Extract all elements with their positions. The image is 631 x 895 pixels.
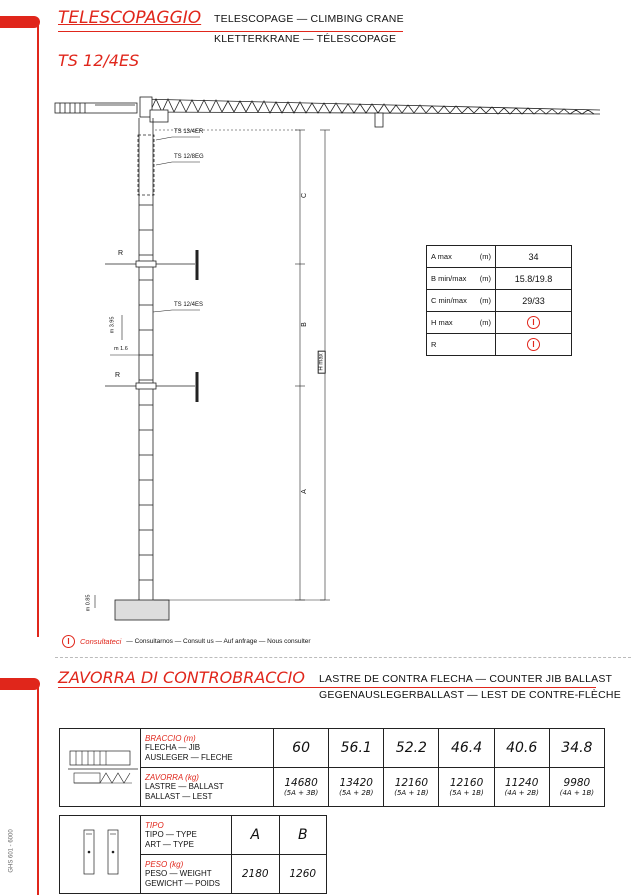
consult-translations: — Consultarnos — Consult us — Auf anfrage — Nous consulter — [126, 638, 311, 645]
tie-collars — [105, 250, 197, 402]
dimension-lines — [95, 130, 330, 608]
label-r-upper: R — [118, 250, 124, 257]
header-tab-marker — [0, 16, 40, 28]
dim-label-a: A — [300, 489, 308, 494]
document-code: GHS 601 - 6000 — [8, 829, 15, 873]
page-subtitle-line2: KLETTERKRANE — TÉLESCOPAGE — [214, 33, 397, 45]
weight-label-cell: PESO (kg) PESO — WEIGHT GEWICHT — POIDS — [141, 855, 232, 894]
spec-row — [427, 246, 572, 268]
tower-mast — [138, 118, 154, 600]
ballast-title: ZAVORRA DI CONTROBRACCIO — [58, 668, 305, 687]
ballast-cell: 9980 (4A + 1B) — [549, 768, 604, 807]
jib-ballast-table — [59, 728, 605, 807]
spec-row — [427, 268, 572, 290]
consult-icon: I — [527, 338, 540, 351]
spec-row — [427, 334, 572, 356]
ballast-cell: 13420 (5A + 2B) — [329, 768, 384, 807]
jib-length: 60 — [274, 729, 329, 768]
dim-label-c: C — [301, 192, 309, 199]
ballast-cell: 12160 (5A + 1B) — [384, 768, 439, 807]
jib-truss — [140, 99, 600, 114]
dim-16: m 1.6 — [114, 346, 128, 352]
consult-icon: I — [527, 316, 540, 329]
dim-label-hmax: H max — [318, 350, 326, 373]
ballast-block-drawing — [60, 816, 140, 888]
ballast-underline — [58, 687, 596, 688]
spec-label: B min/max (m) — [427, 268, 496, 290]
ballast-weight: 1260 — [279, 855, 327, 894]
ballast-cell: 11240 (4A + 2B) — [494, 768, 549, 807]
ballast-tab-marker — [0, 678, 40, 690]
left-red-rule-lower — [37, 684, 39, 895]
consult-it: Consultateci — [80, 637, 122, 646]
spec-label: R — [427, 334, 496, 356]
leader-lines — [153, 137, 200, 312]
ballast-cell: 14680 (5A + 3B) — [274, 768, 329, 807]
spec-value — [496, 334, 572, 356]
ballast-type-table — [59, 815, 327, 894]
section-divider — [55, 657, 631, 658]
dim-085: m 0.85 — [85, 594, 92, 612]
ballast-weight: 2180 — [232, 855, 280, 894]
jib-length: 52.2 — [384, 729, 439, 768]
counter-jib — [55, 103, 137, 113]
crane-spec-table — [426, 245, 572, 356]
label-ts12-4es: TS 12/4ES — [174, 302, 204, 308]
jib-length: 56.1 — [329, 729, 384, 768]
spec-label: H max (m) — [427, 312, 496, 334]
counterjib-thumbnail — [60, 729, 141, 807]
type-label-cell: TIPO TIPO — TYPE ART — TYPE — [141, 816, 232, 855]
foundation-block — [115, 600, 169, 620]
counterjib-drawing — [60, 729, 140, 801]
ballast-block-thumbnail — [60, 816, 141, 894]
spec-label: A max (m) — [427, 246, 496, 268]
ballast-label-cell: ZAVORRA (kg) LASTRE — BALLAST BALLAST — LEST — [141, 768, 274, 807]
model-name: TS 12/4ES — [58, 51, 140, 70]
spec-row — [427, 312, 572, 334]
ballast-subtitle-line1: LASTRE DE CONTRA FLECHA — COUNTER JIB BALLAST — [319, 673, 613, 685]
page-subtitle-line1: TELESCOPAGE — CLIMBING CRANE — [214, 13, 404, 25]
spec-row — [427, 290, 572, 312]
label-r-lower: R — [115, 372, 121, 379]
spec-value: 15.8/19.8 — [496, 268, 572, 290]
dim-395: m 3.95 — [109, 316, 116, 334]
page-title: TELESCOPAGGIO — [58, 8, 202, 28]
label-ts12-8eg: TS 12/8EG — [174, 154, 204, 160]
crane-diagram — [0, 85, 631, 640]
spec-value — [496, 312, 572, 334]
label-ts13: TS 13/4ER — [174, 129, 204, 135]
spec-value: 29/33 — [496, 290, 572, 312]
jib-length: 40.6 — [494, 729, 549, 768]
jib-label-cell: BRACCIO (m) FLECHA — JIB AUSLEGER — FLECHE — [141, 729, 274, 768]
ballast-subtitle-line2: GEGENAUSLEGERBALLAST — LEST DE CONTRE-FLÈCHE — [319, 689, 621, 701]
consult-legend — [62, 635, 311, 648]
spec-label: C min/max (m) — [427, 290, 496, 312]
spec-value: 34 — [496, 246, 572, 268]
ballast-cell: 12160 (5A + 1B) — [439, 768, 494, 807]
jib-length: 46.4 — [439, 729, 494, 768]
ballast-type: A — [232, 816, 280, 855]
dim-label-b: B — [300, 322, 308, 327]
header-underline — [58, 31, 403, 32]
consult-icon: I — [62, 635, 75, 648]
jib-length: 34.8 — [549, 729, 604, 768]
ballast-type: B — [279, 816, 327, 855]
